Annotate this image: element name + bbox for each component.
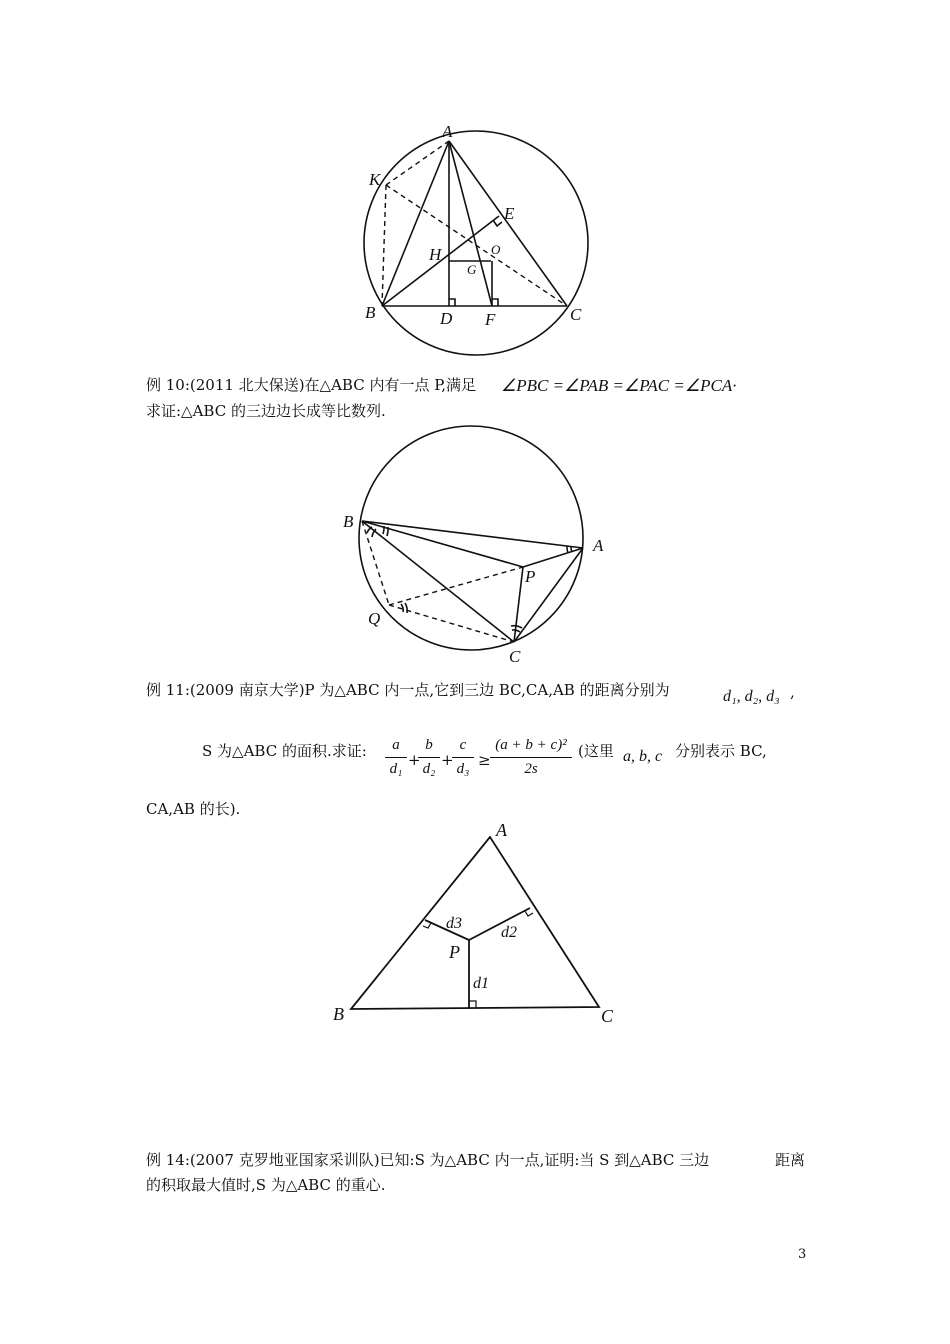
geq-sign: ≥ — [478, 751, 491, 769]
example-11-line1: 例 11:(2009 南京大学)P 为△ABC 内一点,它到三边 BC,CA,AB 的距离分别为 — [146, 681, 670, 699]
label-d3: d3 — [446, 915, 462, 932]
label-c-2: C — [509, 647, 521, 666]
example-10-formula: ∠PBC =∠PAB =∠PAC =∠PCA· — [501, 376, 737, 395]
label-d: D — [440, 309, 453, 328]
abc-variables: a, b, c — [623, 748, 663, 765]
segment-p-d2 — [469, 908, 530, 940]
plus-2: + — [441, 751, 454, 769]
label-b-3: B — [333, 1004, 344, 1024]
label-d1: d1 — [473, 975, 489, 992]
page-number: 3 — [798, 1247, 807, 1262]
paren-text: (这里 — [578, 742, 614, 760]
example-10-line1: 例 10:(2011 北大保送)在△ABC 内有一点 P,满足 — [146, 376, 477, 394]
label-a-2: A — [593, 536, 604, 555]
rhs-numerator: (a + b + c)² — [495, 737, 567, 753]
plus-1: + — [408, 751, 421, 769]
label-b: B — [365, 303, 376, 322]
right-angle-d3 — [423, 923, 431, 928]
example-11-suffix: 分别表示 BC, — [675, 742, 767, 760]
frac1-numerator: a — [392, 737, 400, 753]
label-e: E — [504, 204, 515, 223]
label-f: F — [485, 310, 496, 329]
rhs-denominator: 2s — [524, 761, 538, 777]
label-k: K — [369, 170, 381, 189]
example-11-line3: CA,AB 的长). — [146, 800, 241, 818]
label-o: O — [491, 242, 501, 257]
label-a-3: A — [496, 820, 507, 840]
example-11-distances: d₁, d₂, d₃ — [723, 688, 780, 705]
frac3-denominator: d₃ — [456, 761, 470, 777]
label-h: H — [429, 245, 442, 264]
example-14-line1b: 距离 — [775, 1151, 806, 1169]
label-p-2: P — [525, 567, 536, 586]
frac1-denominator: d₁ — [389, 761, 403, 777]
label-c: C — [570, 305, 582, 324]
example-11-line2-prefix: S 为△ABC 的面积.求证: — [202, 742, 367, 760]
example-14-line1a: 例 14:(2007 克罗地亚国家采训队)已知:S 为△ABC 内一点,证明:当 S 到△ABC 三边 — [146, 1151, 710, 1169]
label-a: A — [442, 122, 453, 141]
example-10-line2: 求证:△ABC 的三边边长成等比数列. — [146, 402, 386, 420]
label-b-2: B — [343, 512, 354, 531]
example-11-comma: , — [790, 683, 795, 701]
label-q-2: Q — [368, 609, 381, 628]
right-angle-d1 — [469, 1001, 476, 1008]
right-angle-d2 — [525, 911, 533, 916]
frac2-denominator: d₂ — [422, 761, 436, 777]
label-p-3: P — [449, 942, 460, 962]
label-g: G — [467, 262, 477, 277]
example-14-line2: 的积取最大值时,S 为△ABC 的重心. — [146, 1176, 386, 1194]
label-d2: d2 — [501, 924, 517, 941]
label-c-3: C — [601, 1006, 614, 1026]
frac2-numerator: b — [425, 737, 433, 753]
frac3-numerator: c — [459, 737, 467, 753]
